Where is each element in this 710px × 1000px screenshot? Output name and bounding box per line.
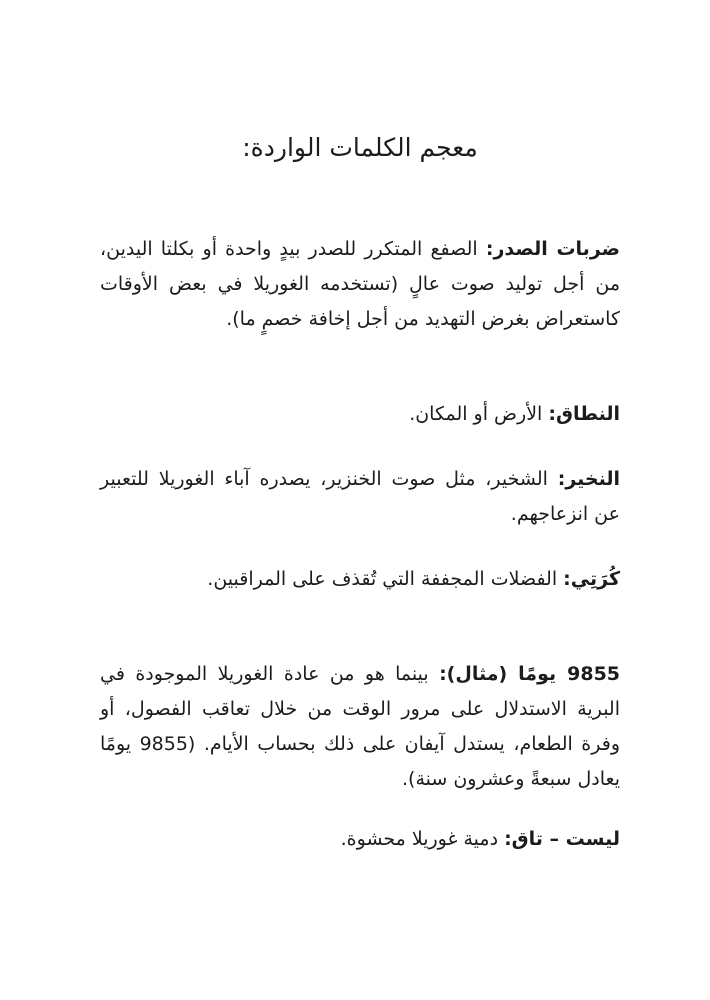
glossary-term: النطاق:	[548, 403, 620, 425]
book-page	[100, 0, 620, 1000]
glossary-entry-grunt	[100, 462, 620, 532]
glossary-entry-dung-balls	[100, 562, 620, 597]
glossary-definition: الشخير، مثل صوت الخنزير، يصدره آباء الغوريلا للتعبير عن انزعاجهم.	[100, 468, 620, 525]
page-title: معجم الكلمات الواردة:	[242, 133, 478, 162]
glossary-entry-chest-beating	[100, 232, 620, 337]
glossary-entry-stuffed-toy	[100, 822, 620, 857]
glossary-entry-days-count	[100, 657, 620, 797]
glossary-definition: الأرض أو المكان.	[409, 403, 549, 425]
glossary-term: ضربات الصدر:	[485, 238, 620, 260]
glossary-term: النخير:	[557, 468, 620, 490]
glossary-definition: دمية غوريلا محشوة.	[340, 828, 505, 850]
glossary-term: ليست – تاق:	[504, 828, 620, 850]
glossary-definition: الفضلات المجففة التي تُقذف على المراقبين.	[207, 568, 564, 590]
glossary-term: 9855 يومًا (مثال):	[439, 663, 621, 685]
glossary-definition: الصفع المتكرر للصدر بيدٍ واحدة أو بكلتا اليدين، من أجل توليد صوت عالٍ (تستخدمه الغوريلا في بعض الأوقات كاستعراض بغرض التهديد من أجل إخافة خصمٍ ما).	[100, 238, 620, 330]
glossary-term: كُرَتِي:	[563, 568, 620, 590]
glossary-definition: بينما هو من عادة الغوريلا الموجودة في البرية الاستدلال على مرور الوقت من خلال تعاقب الفصول، أو وفرة الطعام، يستدل آيفان على ذلك بحساب الأيام. (9855 يومًا يعادل سبعةً وعشرون سنة).	[100, 663, 621, 790]
glossary-entry-territory	[100, 397, 620, 432]
